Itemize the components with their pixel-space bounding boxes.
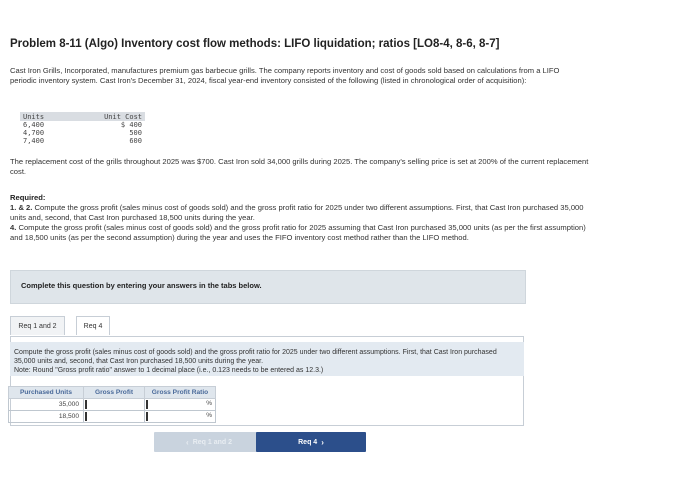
inventory-unit-cost: 500 — [129, 129, 142, 137]
answer-header-purchased-units: Purchased Units — [9, 387, 84, 399]
next-req-label: Req 4 — [298, 438, 318, 446]
complete-question-banner — [10, 270, 526, 304]
table-row — [9, 399, 216, 411]
inventory-units: 4,700 — [23, 129, 45, 137]
percent-sign: % — [206, 412, 212, 419]
purchased-units-cell: 18,500 — [9, 411, 84, 423]
answer-table — [8, 386, 216, 423]
problem-title: Problem 8-11 (Algo) Inventory cost flow methods: LIFO liquidation; ratios [LO8-4, 8-6, 8-7] — [10, 38, 500, 50]
required-item-1-2 — [10, 203, 590, 223]
inventory-units: 7,400 — [23, 137, 45, 145]
inventory-header-units: Units — [20, 112, 64, 121]
answer-header-gross-profit: Gross Profit — [84, 387, 145, 399]
chevron-right-icon: › — [321, 437, 324, 447]
required-item-label: 1. & 2. — [10, 203, 33, 212]
table-row — [20, 121, 145, 129]
gross-profit-ratio-cell — [145, 411, 216, 423]
tab-req-1-and-2[interactable]: Req 1 and 2 — [10, 316, 65, 335]
answer-header-gross-profit-ratio: Gross Profit Ratio — [145, 387, 216, 399]
table-row — [20, 129, 145, 137]
gross-profit-ratio-input[interactable] — [148, 411, 208, 422]
chevron-left-icon: ‹ — [186, 437, 189, 447]
gross-profit-ratio-cell — [145, 399, 216, 411]
gross-profit-cell — [84, 411, 145, 423]
required-section — [10, 193, 590, 243]
prev-req-label: Req 1 and 2 — [192, 438, 232, 446]
prev-req-button[interactable] — [154, 432, 264, 452]
table-row — [9, 411, 216, 423]
inventory-units: 6,400 — [23, 121, 45, 129]
required-item-text: Compute the gross profit (sales minus cost of goods sold) and the gross profit ratio for 2025 under two different assumptions. First, that Cast Iron purchased 35,000 units and, second, that Cast Iron purchased 18,500 units during the year. — [10, 203, 584, 222]
inventory-table — [20, 112, 145, 145]
inventory-unit-cost: $ 400 — [120, 121, 142, 129]
gross-profit-cell — [84, 399, 145, 411]
inventory-header-unit-cost: Unit Cost — [64, 112, 145, 121]
instructions-text: Compute the gross profit (sales minus cost of goods sold) and the gross profit ratio for 2025 under two different assumptions. First, that Cast Iron purchased 35,000 units and, second, that Cast Iron purchased 18,500 units during the year. — [14, 349, 497, 365]
next-req-button[interactable] — [256, 432, 366, 452]
tab-req-4[interactable]: Req 4 — [76, 316, 110, 335]
required-item-text: Compute the gross profit (sales minus cost of goods sold) and the gross profit ratio for 2025 assuming that Cast Iron purchased 35,000 units (as per the first assumption) and 18,500 units (as per the second assumption) during the year and uses the FIFO inventory cost method rather than the LIFO method. — [10, 223, 586, 242]
gross-profit-input[interactable] — [87, 411, 141, 422]
instructions-box — [10, 342, 524, 376]
inventory-unit-cost: 600 — [129, 137, 142, 145]
instructions-note: Note: Round "Gross profit ratio" answer to 1 decimal place (i.e., 0.123 needs to be entered as 12.3.) — [14, 367, 324, 374]
intro-text: Cast Iron Grills, Incorporated, manufactures premium gas barbecue grills. The company reports inventory and cost of goods sold based on calculations from a LIFO periodic inventory system. Cast Iron's December 31, 2024, fiscal year-end inventory consisted of the following (listed in chronological order of acquisition): — [10, 66, 560, 85]
percent-sign: % — [206, 400, 212, 407]
complete-question-text: Complete this question by entering your answers in the tabs below. — [21, 281, 262, 290]
purchased-units-cell: 35,000 — [9, 399, 84, 411]
required-heading: Required: — [10, 193, 46, 202]
gross-profit-ratio-input[interactable] — [148, 399, 208, 410]
replacement-cost-text: The replacement cost of the grills throughout 2025 was $700. Cast Iron sold 34,000 grills during 2025. The company's selling price is set at 200% of the current replacement cost. — [10, 157, 589, 176]
required-item-label: 4. — [10, 223, 17, 232]
gross-profit-input[interactable] — [87, 399, 141, 410]
required-item-4 — [10, 223, 590, 243]
table-row — [20, 137, 145, 145]
